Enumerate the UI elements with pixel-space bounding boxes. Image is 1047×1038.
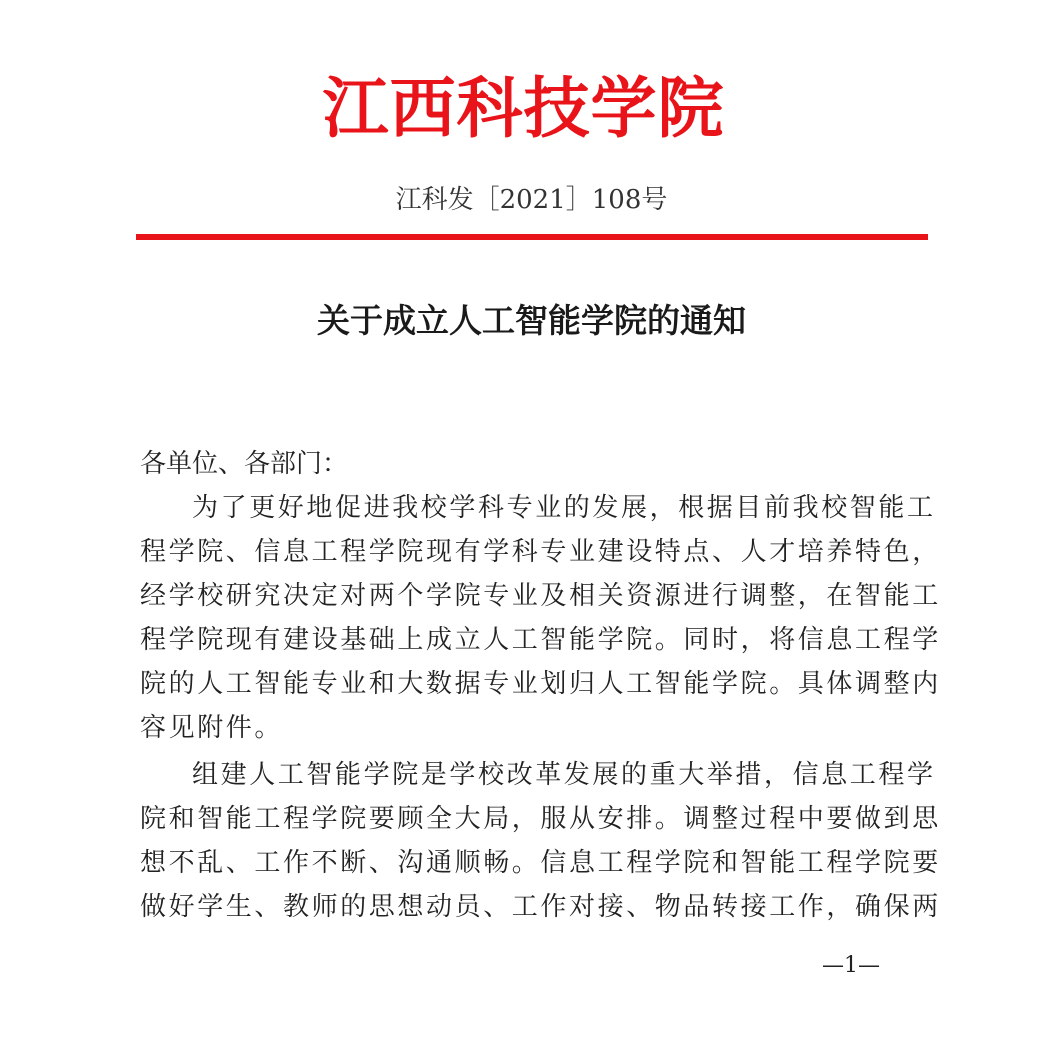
paragraph-line: 院的人工智能专业和大数据专业划归人工智能学院。具体调整内 — [140, 669, 941, 699]
paragraph-line: 组建人工智能学院是学校改革发展的重大举措，信息工程学 — [192, 760, 936, 790]
paragraph-line: 院和智能工程学院要顾全大局，服从安排。调整过程中要做到思 — [140, 804, 941, 834]
issuer-name: 江西科技学院 — [322, 69, 725, 147]
paragraph-line: 容见附件。 — [140, 713, 284, 743]
salutation: 各单位、各部门： — [140, 449, 349, 479]
paragraph-2 — [140, 753, 941, 929]
page-number: —1— — [822, 953, 880, 978]
document-title: 关于成立人工智能学院的通知 — [317, 301, 746, 340]
document-number: 江科发［2021］108号 — [395, 185, 668, 215]
paragraph-1 — [140, 486, 941, 750]
red-header-rule — [136, 234, 928, 240]
paragraph-line: 程学院现有建设基础上成立人工智能学院。同时，将信息工程学 — [140, 625, 941, 655]
paragraph-line: 程学院、信息工程学院现有学科专业建设特点、人才培养特色， — [140, 537, 941, 567]
paragraph-line: 为了更好地促进我校学科专业的发展，根据目前我校智能工 — [192, 493, 936, 523]
paragraph-line: 想不乱、工作不断、沟通顺畅。信息工程学院和智能工程学院要 — [140, 848, 941, 878]
paragraph-line: 经学校研究决定对两个学院专业及相关资源进行调整，在智能工 — [140, 581, 941, 611]
paragraph-line: 做好学生、教师的思想动员、工作对接、物品转接工作，确保两 — [140, 892, 941, 922]
